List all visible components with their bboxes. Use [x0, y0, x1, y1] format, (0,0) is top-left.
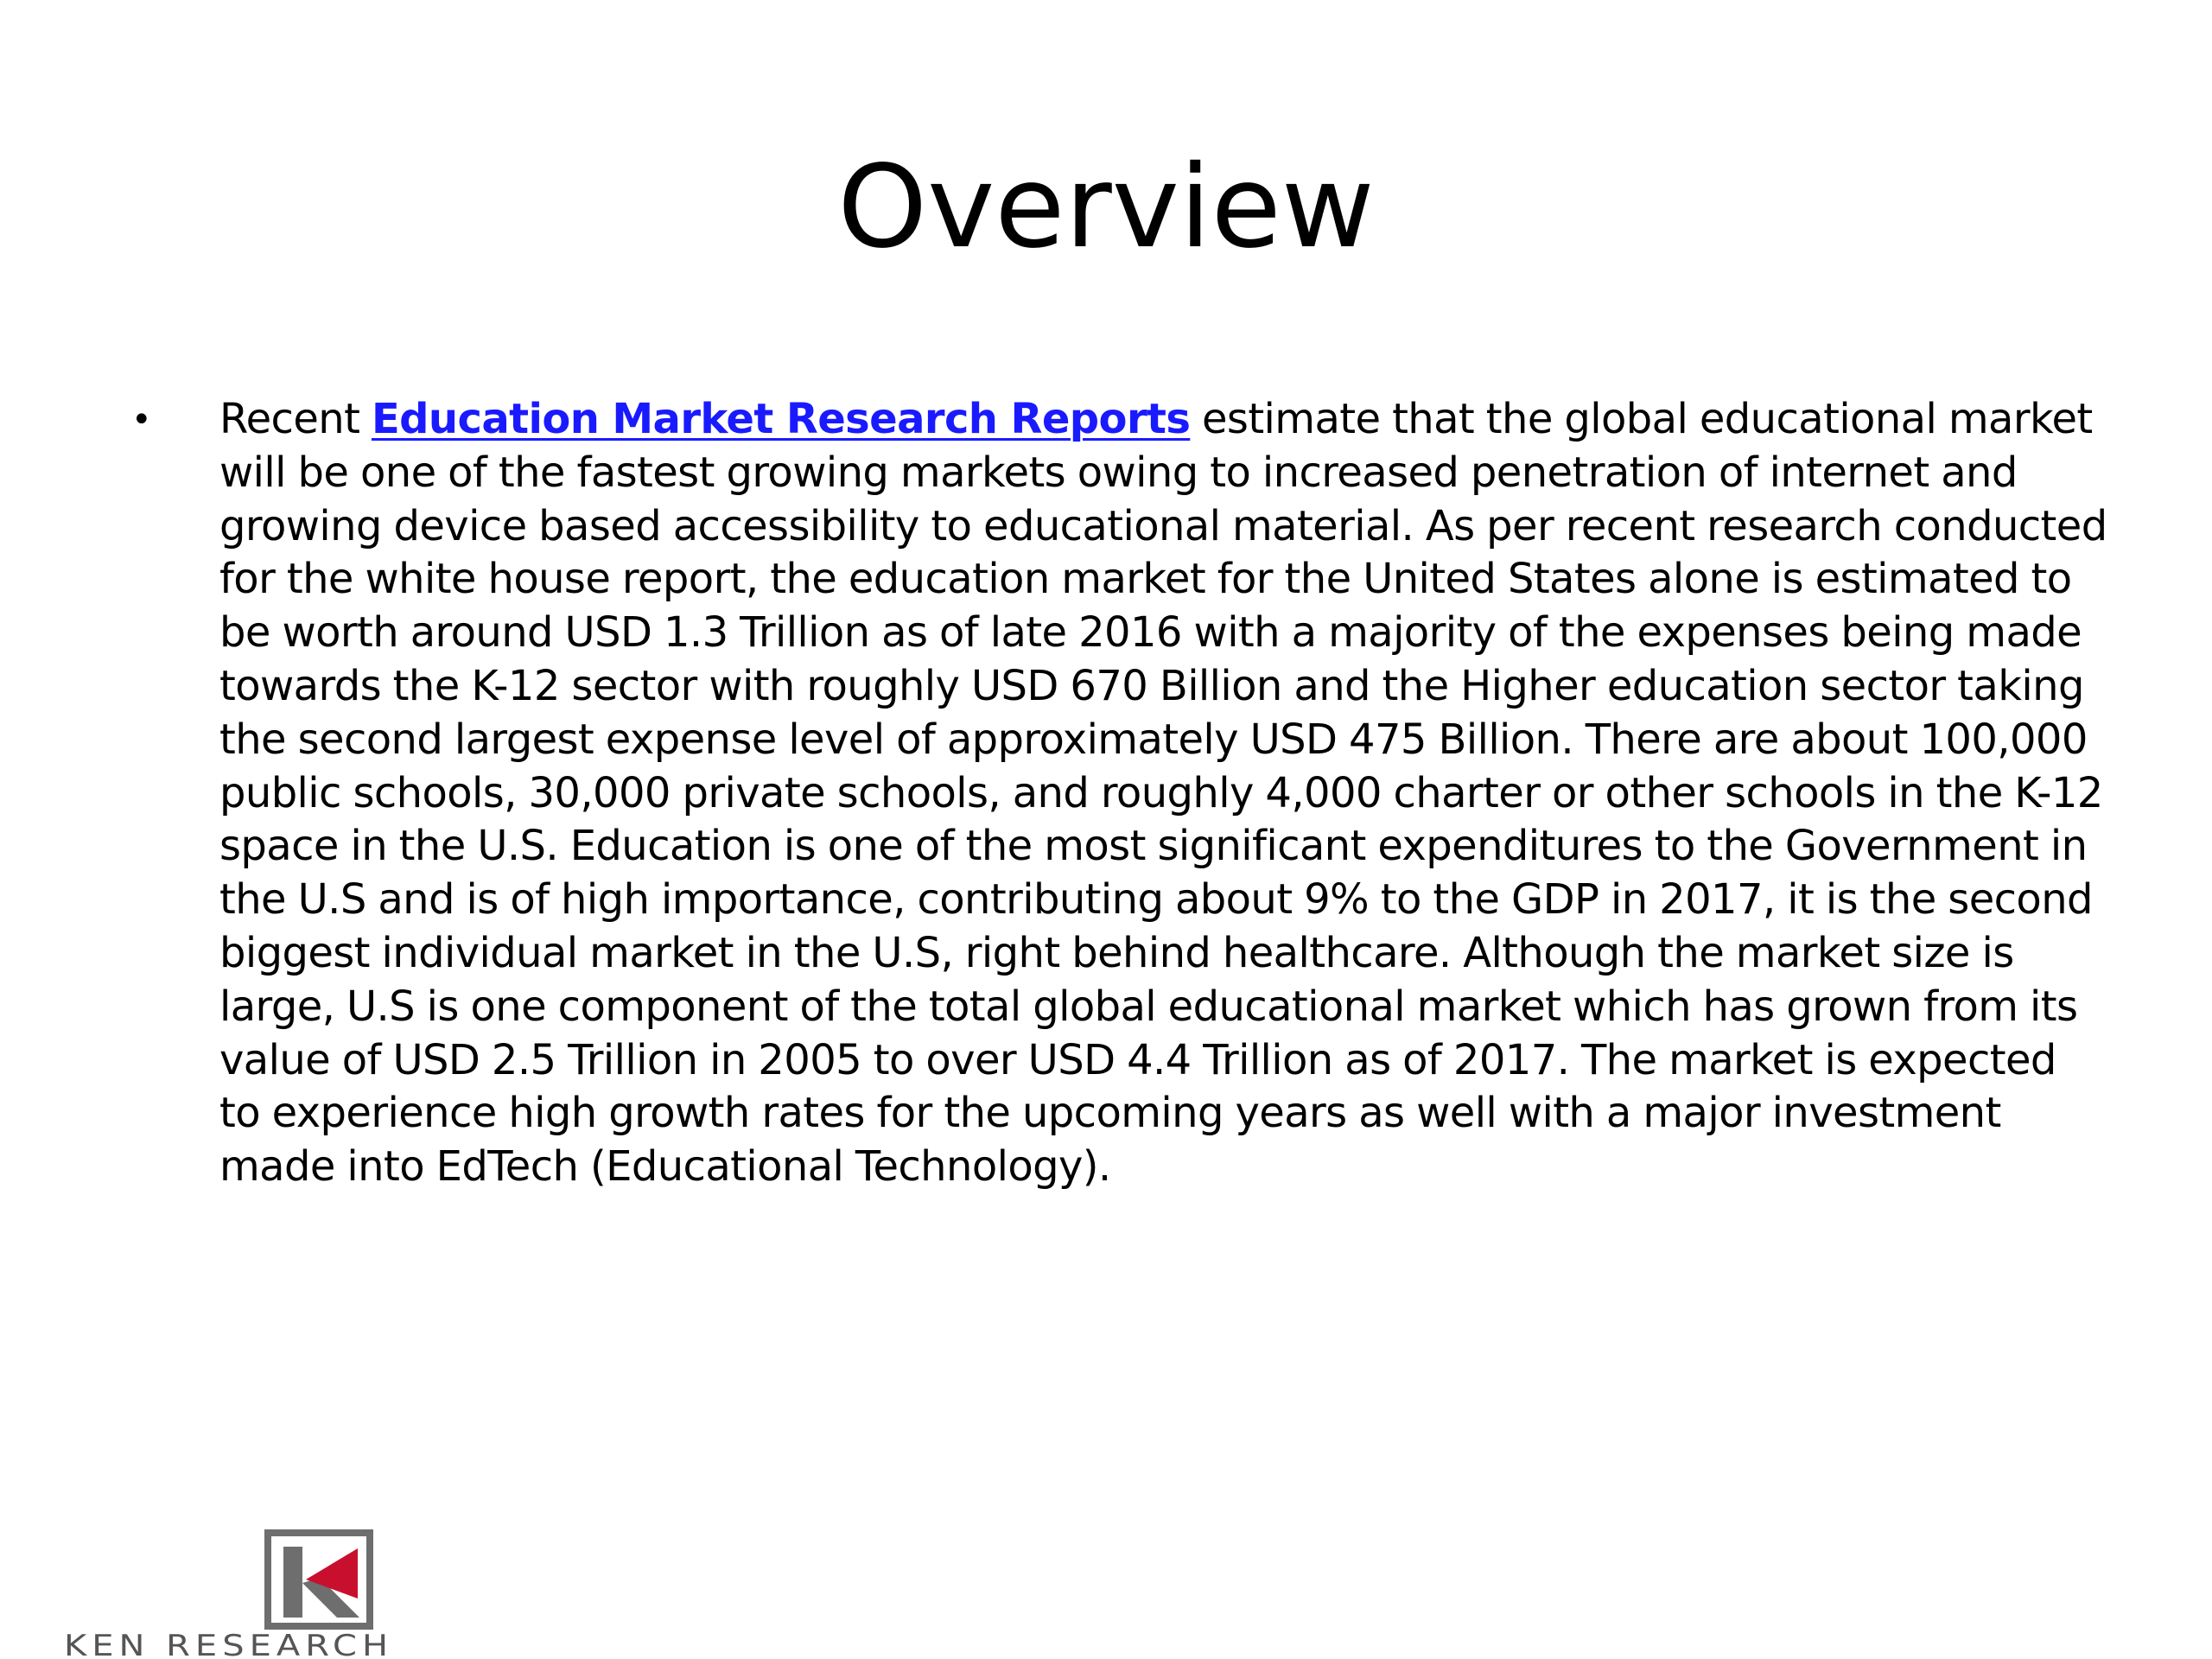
bullet-item — [130, 393, 2108, 1194]
ken-research-logo — [64, 1528, 582, 1659]
education-market-research-reports-link[interactable]: Education Market Research Reports — [371, 395, 1191, 443]
bullet-lead-text: Recent — [219, 395, 372, 443]
bullet-body-text: estimate that the global educational market will be one of the fastest growing markets owing to increased penetration of internet and growing device based accessibility to educational material. As per recent research conducted for the white house report, the education market for the United States alone is estimated to be worth around USD 1.3 Trillion as of late 2016 with a majority of the expenses being made towards the K-12 sector with roughly USD 670 Billion and the Higher education sector taking the second largest expense level of approximately USD 475 Billion. There are about 100,000 public schools, 30,000 private schools, and roughly 4,000 charter or other schools in the K-12 space in the U.S. Education is one of the most significant expenditures to the Government in the U.S and is of high importance, contributing about 9% to the GDP in 2017, it is the second biggest individual market in the U.S, right behind healthcare. Although the market size is large, U.S is one component of the total global educational market which has grown from its value of USD 2.5 Trillion in 2005 to over USD 4.4 Trillion as of 2017. The market is expected to experience high growth rates for the upcoming years as well with a major investment made into EdTech (Educational Technology). — [219, 395, 2107, 1192]
bullet-dot-icon: • — [131, 400, 152, 440]
ken-research-wordmark: KEN RESEARCH — [64, 1629, 394, 1659]
slide-title: Overview — [837, 141, 1375, 274]
bullet-paragraph — [219, 393, 2108, 1194]
ken-research-k-logo-icon — [263, 1529, 375, 1633]
